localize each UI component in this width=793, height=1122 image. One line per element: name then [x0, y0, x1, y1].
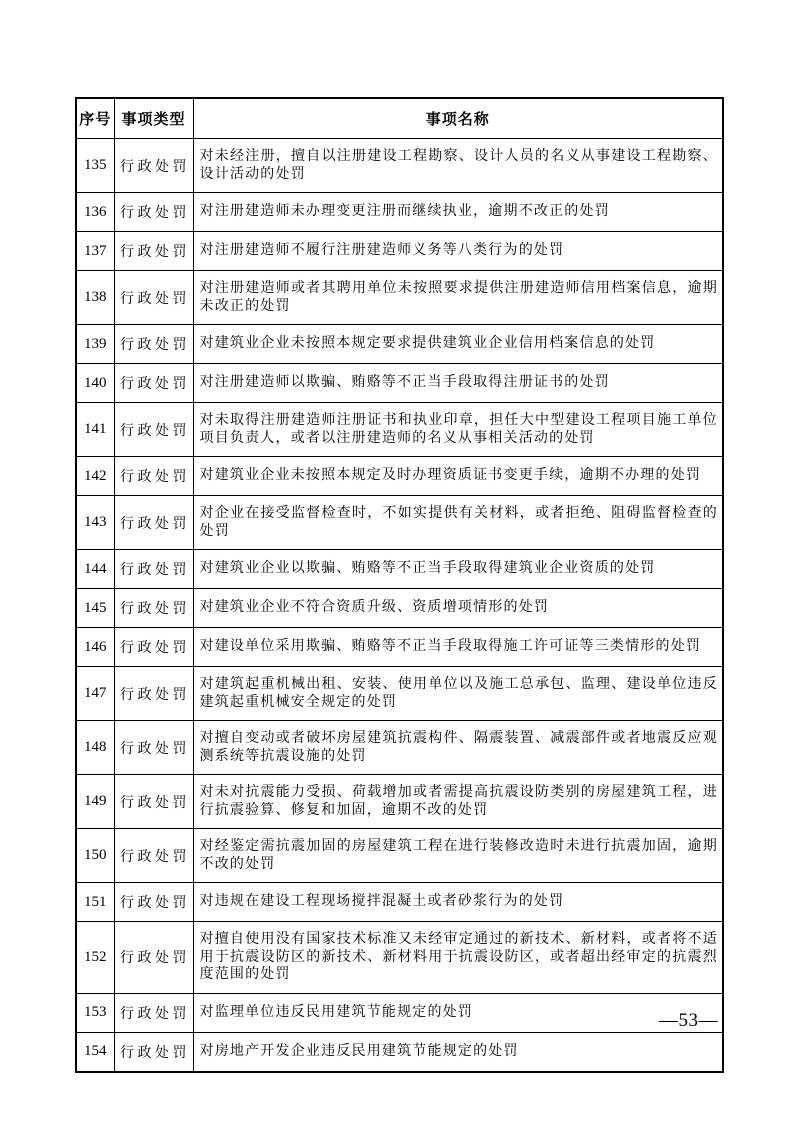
cell-name: 对建筑业企业不符合资质升级、资质增项情形的处罚: [193, 589, 723, 628]
cell-type: 行政处罚: [114, 403, 193, 457]
table-row: [76, 993, 723, 1032]
cell-no: 149: [76, 775, 114, 829]
cell-type: 行政处罚: [114, 232, 193, 271]
cell-type: 行政处罚: [114, 589, 193, 628]
cell-no: 142: [76, 457, 114, 496]
cell-no: 144: [76, 550, 114, 589]
table-row: [76, 271, 723, 325]
table-row: [76, 628, 723, 667]
cell-no: 140: [76, 364, 114, 403]
cell-type: 行政处罚: [114, 139, 193, 193]
cell-no: 153: [76, 993, 114, 1032]
table-row: [76, 325, 723, 364]
cell-type: 行政处罚: [114, 496, 193, 550]
cell-no: 141: [76, 403, 114, 457]
table-row: [76, 829, 723, 883]
table-row: [76, 883, 723, 922]
cell-name: 对未对抗震能力受损、荷载增加或者需提高抗震设防类别的房屋建筑工程，进行抗震验算、修复和加固，逾期不改的处罚: [193, 775, 723, 829]
cell-type: 行政处罚: [114, 271, 193, 325]
table-row: [76, 922, 723, 994]
cell-no: 136: [76, 193, 114, 232]
table-row: [76, 457, 723, 496]
cell-no: 148: [76, 721, 114, 775]
col-header-no: 序号: [76, 98, 114, 139]
cell-name: 对监理单位违反民用建筑节能规定的处罚: [193, 993, 723, 1032]
table-header-row: [76, 98, 723, 139]
cell-no: 139: [76, 325, 114, 364]
col-header-type: 事项类型: [114, 98, 193, 139]
cell-name: 对企业在接受监督检查时，不如实提供有关材料，或者拒绝、阻碍监督检查的处罚: [193, 496, 723, 550]
cell-no: 151: [76, 883, 114, 922]
cell-name: 对擅自变动或者破坏房屋建筑抗震构件、隔震装置、减震部件或者地震反应观测系统等抗震设施的处罚: [193, 721, 723, 775]
table-body: [76, 139, 723, 1072]
cell-name: 对建筑业企业以欺骗、贿赂等不正当手段取得建筑业企业资质的处罚: [193, 550, 723, 589]
cell-type: 行政处罚: [114, 993, 193, 1032]
cell-type: 行政处罚: [114, 1032, 193, 1072]
cell-type: 行政处罚: [114, 457, 193, 496]
cell-name: 对建筑起重机械出租、安装、使用单位以及施工总承包、监理、建设单位违反建筑起重机械安全规定的处罚: [193, 667, 723, 721]
cell-name: 对擅自使用没有国家技术标准又未经审定通过的新技术、新材料，或者将不适用于抗震设防区的新技术、新材料用于抗震设防区，或者超出经审定的抗震烈度范围的处罚: [193, 922, 723, 994]
cell-type: 行政处罚: [114, 829, 193, 883]
cell-no: 138: [76, 271, 114, 325]
col-header-name: 事项名称: [193, 98, 723, 139]
cell-name: 对注册建造师不履行注册建造师义务等八类行为的处罚: [193, 232, 723, 271]
cell-no: 143: [76, 496, 114, 550]
cell-type: 行政处罚: [114, 550, 193, 589]
cell-name: 对未经注册，擅自以注册建设工程勘察、设计人员的名义从事建设工程勘察、设计活动的处罚: [193, 139, 723, 193]
cell-type: 行政处罚: [114, 775, 193, 829]
table-row: [76, 667, 723, 721]
cell-name: 对房地产开发企业违反民用建筑节能规定的处罚: [193, 1032, 723, 1072]
table-row: [76, 193, 723, 232]
table-row: [76, 1032, 723, 1072]
cell-no: 147: [76, 667, 114, 721]
cell-type: 行政处罚: [114, 667, 193, 721]
cell-name: 对经鉴定需抗震加固的房屋建筑工程在进行装修改造时未进行抗震加固，逾期不改的处罚: [193, 829, 723, 883]
cell-no: 146: [76, 628, 114, 667]
cell-name: 对违规在建设工程现场搅拌混凝土或者砂浆行为的处罚: [193, 883, 723, 922]
table-row: [76, 139, 723, 193]
page-number: —53—: [659, 1010, 718, 1031]
cell-type: 行政处罚: [114, 922, 193, 994]
cell-name: 对建筑业企业未按照本规定及时办理资质证书变更手续，逾期不办理的处罚: [193, 457, 723, 496]
cell-no: 150: [76, 829, 114, 883]
cell-type: 行政处罚: [114, 883, 193, 922]
cell-no: 152: [76, 922, 114, 994]
table-row: [76, 589, 723, 628]
cell-name: 对建筑业企业未按照本规定要求提供建筑业企业信用档案信息的处罚: [193, 325, 723, 364]
table-row: [76, 775, 723, 829]
cell-name: 对注册建造师或者其聘用单位未按照要求提供注册建造师信用档案信息，逾期未改正的处罚: [193, 271, 723, 325]
table-row: [76, 403, 723, 457]
cell-type: 行政处罚: [114, 325, 193, 364]
cell-type: 行政处罚: [114, 364, 193, 403]
cell-no: 145: [76, 589, 114, 628]
cell-type: 行政处罚: [114, 193, 193, 232]
cell-no: 154: [76, 1032, 114, 1072]
cell-type: 行政处罚: [114, 721, 193, 775]
cell-type: 行政处罚: [114, 628, 193, 667]
cell-no: 137: [76, 232, 114, 271]
cell-name: 对注册建造师以欺骗、贿赂等不正当手段取得注册证书的处罚: [193, 364, 723, 403]
table-row: [76, 496, 723, 550]
table-row: [76, 550, 723, 589]
cell-name: 对建设单位采用欺骗、贿赂等不正当手段取得施工许可证等三类情形的处罚: [193, 628, 723, 667]
cell-name: 对未取得注册建造师注册证书和执业印章，担任大中型建设工程项目施工单位项目负责人，或者以注册建造师的名义从事相关活动的处罚: [193, 403, 723, 457]
table-row: [76, 232, 723, 271]
cell-name: 对注册建造师未办理变更注册而继续执业，逾期不改正的处罚: [193, 193, 723, 232]
table-row: [76, 721, 723, 775]
table-row: [76, 364, 723, 403]
items-table: [75, 97, 724, 1073]
cell-no: 135: [76, 139, 114, 193]
